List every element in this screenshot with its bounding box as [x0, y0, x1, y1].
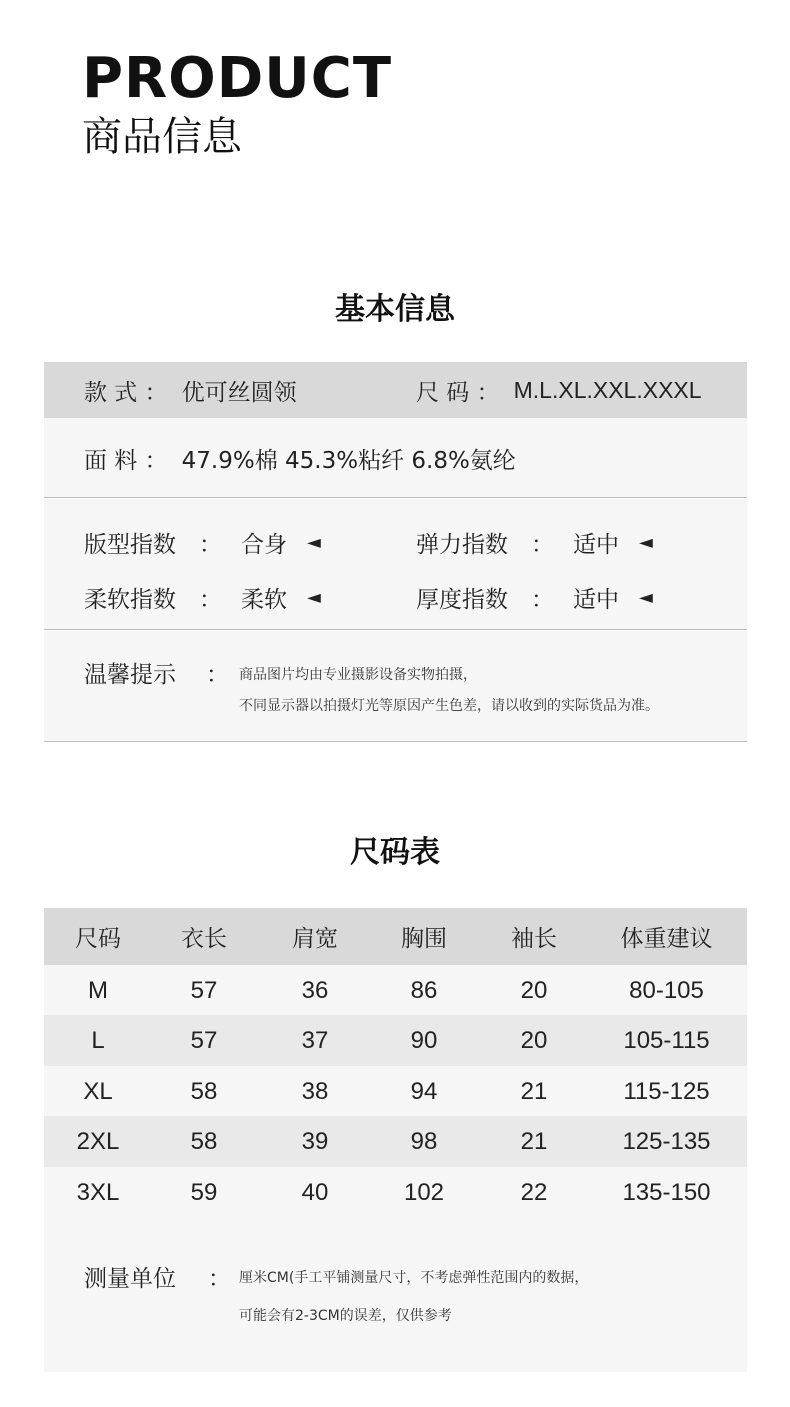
size-chart-title: 尺码表 — [350, 835, 440, 870]
header-cell: 衣长 — [181, 926, 227, 952]
table-cell: 20 — [520, 1026, 548, 1054]
unit-colon: ： — [208, 1265, 231, 1292]
table-cell: 22 — [520, 1178, 548, 1206]
index-label: 厚度指数 — [416, 586, 508, 613]
fabric-field — [84, 418, 516, 498]
index-label: 柔软指数 — [84, 586, 176, 613]
index-item — [84, 525, 321, 559]
table-cell: 21 — [520, 1127, 548, 1155]
table-cell: 3XL — [76, 1178, 120, 1206]
tip-heading — [84, 655, 229, 689]
index-label: 弹力指数 — [416, 531, 508, 558]
basic-info-title: 基本信息 — [335, 292, 455, 327]
unit-note-line: 可能会有2-3CM的误差，仅供参考 — [239, 1308, 452, 1324]
table-cell: 135-150 — [622, 1178, 711, 1206]
index-value: 适中 — [573, 531, 619, 558]
table-cell: 94 — [410, 1077, 438, 1105]
fabric-value: 47.9%棉 45.3%粘纤 6.8%氨纶 — [181, 447, 516, 474]
table-cell: 58 — [190, 1127, 218, 1155]
index-colon: ： — [199, 586, 222, 613]
table-row — [44, 965, 747, 1016]
left-arrow-icon: ◄ — [307, 586, 321, 608]
left-arrow-icon: ◄ — [307, 531, 321, 553]
index-value: 适中 — [573, 586, 619, 613]
header-cell: 肩宽 — [292, 926, 338, 952]
table-row — [44, 1167, 747, 1218]
table-cell: 40 — [301, 1178, 329, 1206]
index-colon: ： — [199, 531, 222, 558]
table-cell: XL — [83, 1077, 113, 1105]
size-table — [44, 908, 747, 1372]
style-value: 优可丝圆领 — [181, 379, 297, 406]
table-cell: 39 — [301, 1127, 329, 1155]
unit-label: 测量单位 — [84, 1265, 176, 1292]
unit-note-line: 厘米CM(手工平铺测量尺寸，不考虑弹性范围内的数据， — [239, 1270, 589, 1286]
hero-title-en: PRODUCT — [82, 46, 393, 111]
style-label: 款 式 ： — [84, 379, 168, 406]
table-cell: 90 — [410, 1026, 438, 1054]
tip-line: 商品图片均由专业摄影设备实物拍摄， — [239, 667, 477, 683]
table-cell: 86 — [410, 976, 438, 1004]
table-cell: 2XL — [76, 1127, 120, 1155]
tips-block — [44, 631, 747, 742]
hero-title-cn: 商品信息 — [82, 114, 242, 160]
tip-label: 温馨提示 — [84, 661, 176, 688]
header-cell: 袖长 — [511, 926, 557, 952]
unit-heading — [84, 1258, 231, 1294]
fabric-row — [44, 418, 747, 498]
index-item — [416, 580, 653, 614]
size-label: 尺 码 ： — [416, 379, 500, 406]
table-cell: M — [88, 976, 108, 1004]
table-cell: 36 — [301, 976, 329, 1004]
header-cell: 体重建议 — [620, 926, 713, 952]
tip-line: 不同显示器以拍摄灯光等原因产生色差，请以收到的实际货品为准。 — [239, 698, 659, 714]
index-label: 版型指数 — [84, 531, 176, 558]
table-cell: 80-105 — [629, 976, 704, 1004]
left-arrow-icon: ◄ — [639, 586, 653, 608]
table-cell: 38 — [301, 1077, 329, 1105]
table-cell: 102 — [403, 1178, 445, 1206]
index-value: 柔软 — [241, 586, 287, 613]
left-arrow-icon: ◄ — [639, 531, 653, 553]
tip-colon: ： — [206, 661, 229, 688]
table-cell: 20 — [520, 976, 548, 1004]
header-cell: 尺码 — [75, 926, 121, 952]
hero-heading — [82, 48, 392, 160]
fabric-label: 面 料 ： — [84, 447, 168, 474]
header-cell: 胸围 — [401, 926, 447, 952]
index-value: 合身 — [241, 531, 287, 558]
table-cell: 58 — [190, 1077, 218, 1105]
table-cell: 57 — [190, 976, 218, 1004]
style-field — [84, 362, 297, 418]
table-cell: 21 — [520, 1077, 548, 1105]
size-value: M.L.XL.XXL.XXXL — [513, 376, 702, 403]
index-colon: ： — [531, 586, 554, 613]
table-cell: 98 — [410, 1127, 438, 1155]
index-item — [84, 580, 321, 614]
table-cell: 125-135 — [622, 1127, 711, 1155]
table-row — [44, 1015, 747, 1066]
size-table-header — [44, 908, 747, 965]
index-item — [416, 525, 653, 559]
index-colon: ： — [531, 531, 554, 558]
table-cell: 59 — [190, 1178, 218, 1206]
indices-block — [44, 499, 747, 630]
table-row — [44, 1066, 747, 1117]
table-row — [44, 1116, 747, 1167]
style-size-row — [44, 362, 747, 418]
table-cell: L — [91, 1026, 105, 1054]
table-cell: 37 — [301, 1026, 329, 1054]
table-cell: 57 — [190, 1026, 218, 1054]
table-cell: 105-115 — [623, 1026, 710, 1054]
size-field — [416, 362, 702, 418]
table-cell: 115-125 — [623, 1077, 710, 1105]
